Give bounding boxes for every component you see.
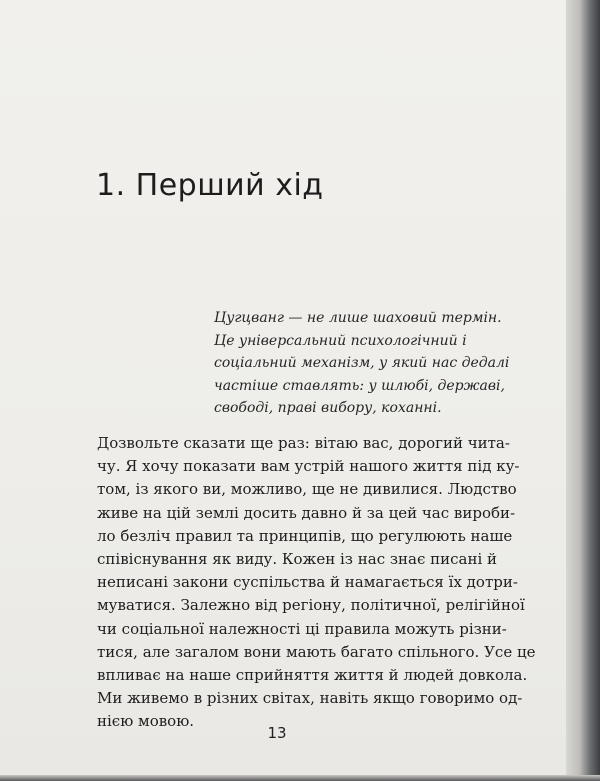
epigraph-line: частіше ставлять: у шлюбі, державі, [214, 377, 505, 394]
body-line: тися, але загалом вони мають багато спільного. Усе це [97, 642, 536, 661]
body-paragraph [97, 432, 536, 734]
body-line: чу. Я хочу показати вам устрій нашого життя під ку- [97, 457, 520, 476]
page-stack-edge [566, 0, 600, 781]
body-line: ло безліч правил та принципів, що регулюють наше [97, 526, 513, 545]
body-line: живе на цій землі досить давно й за цей час вироби- [97, 503, 516, 522]
page-number: 13 [267, 724, 287, 742]
body-line: Дозвольте сказати ще раз: вітаю вас, дорогий чита- [97, 434, 510, 452]
body-line: нією мовою. [97, 712, 195, 731]
body-line: муватися. Залежно від регіону, політичної, релігійної [97, 596, 525, 615]
body-line: співіснування як виду. Кожен із нас знає писані й [97, 550, 498, 569]
epigraph-line: Це універсальний психологічний і [214, 332, 467, 349]
body-line: неписані закони суспільства й намагається їх дотри- [97, 573, 518, 592]
body-line: том, із якого ви, можливо, ще не дивилися. Людство [97, 480, 517, 499]
epigraph-line: свободі, праві вибору, коханні. [214, 400, 442, 416]
epigraph-line: соціальний механізм, у який нас дедалі [214, 355, 510, 371]
body-line: чи соціальної належності ці правила можуть різни- [97, 619, 507, 638]
page-bottom-edge [0, 775, 600, 781]
body-line: впливає на наше сприйняття життя й людей довкола. [97, 666, 528, 685]
chapter-title: 1. Перший хід [96, 168, 324, 203]
epigraph [214, 307, 514, 420]
body-line: Ми живемо в різних світах, навіть якщо говоримо од- [97, 689, 523, 708]
epigraph-line: Цугцванг — не лише шаховий термін. [214, 310, 502, 326]
